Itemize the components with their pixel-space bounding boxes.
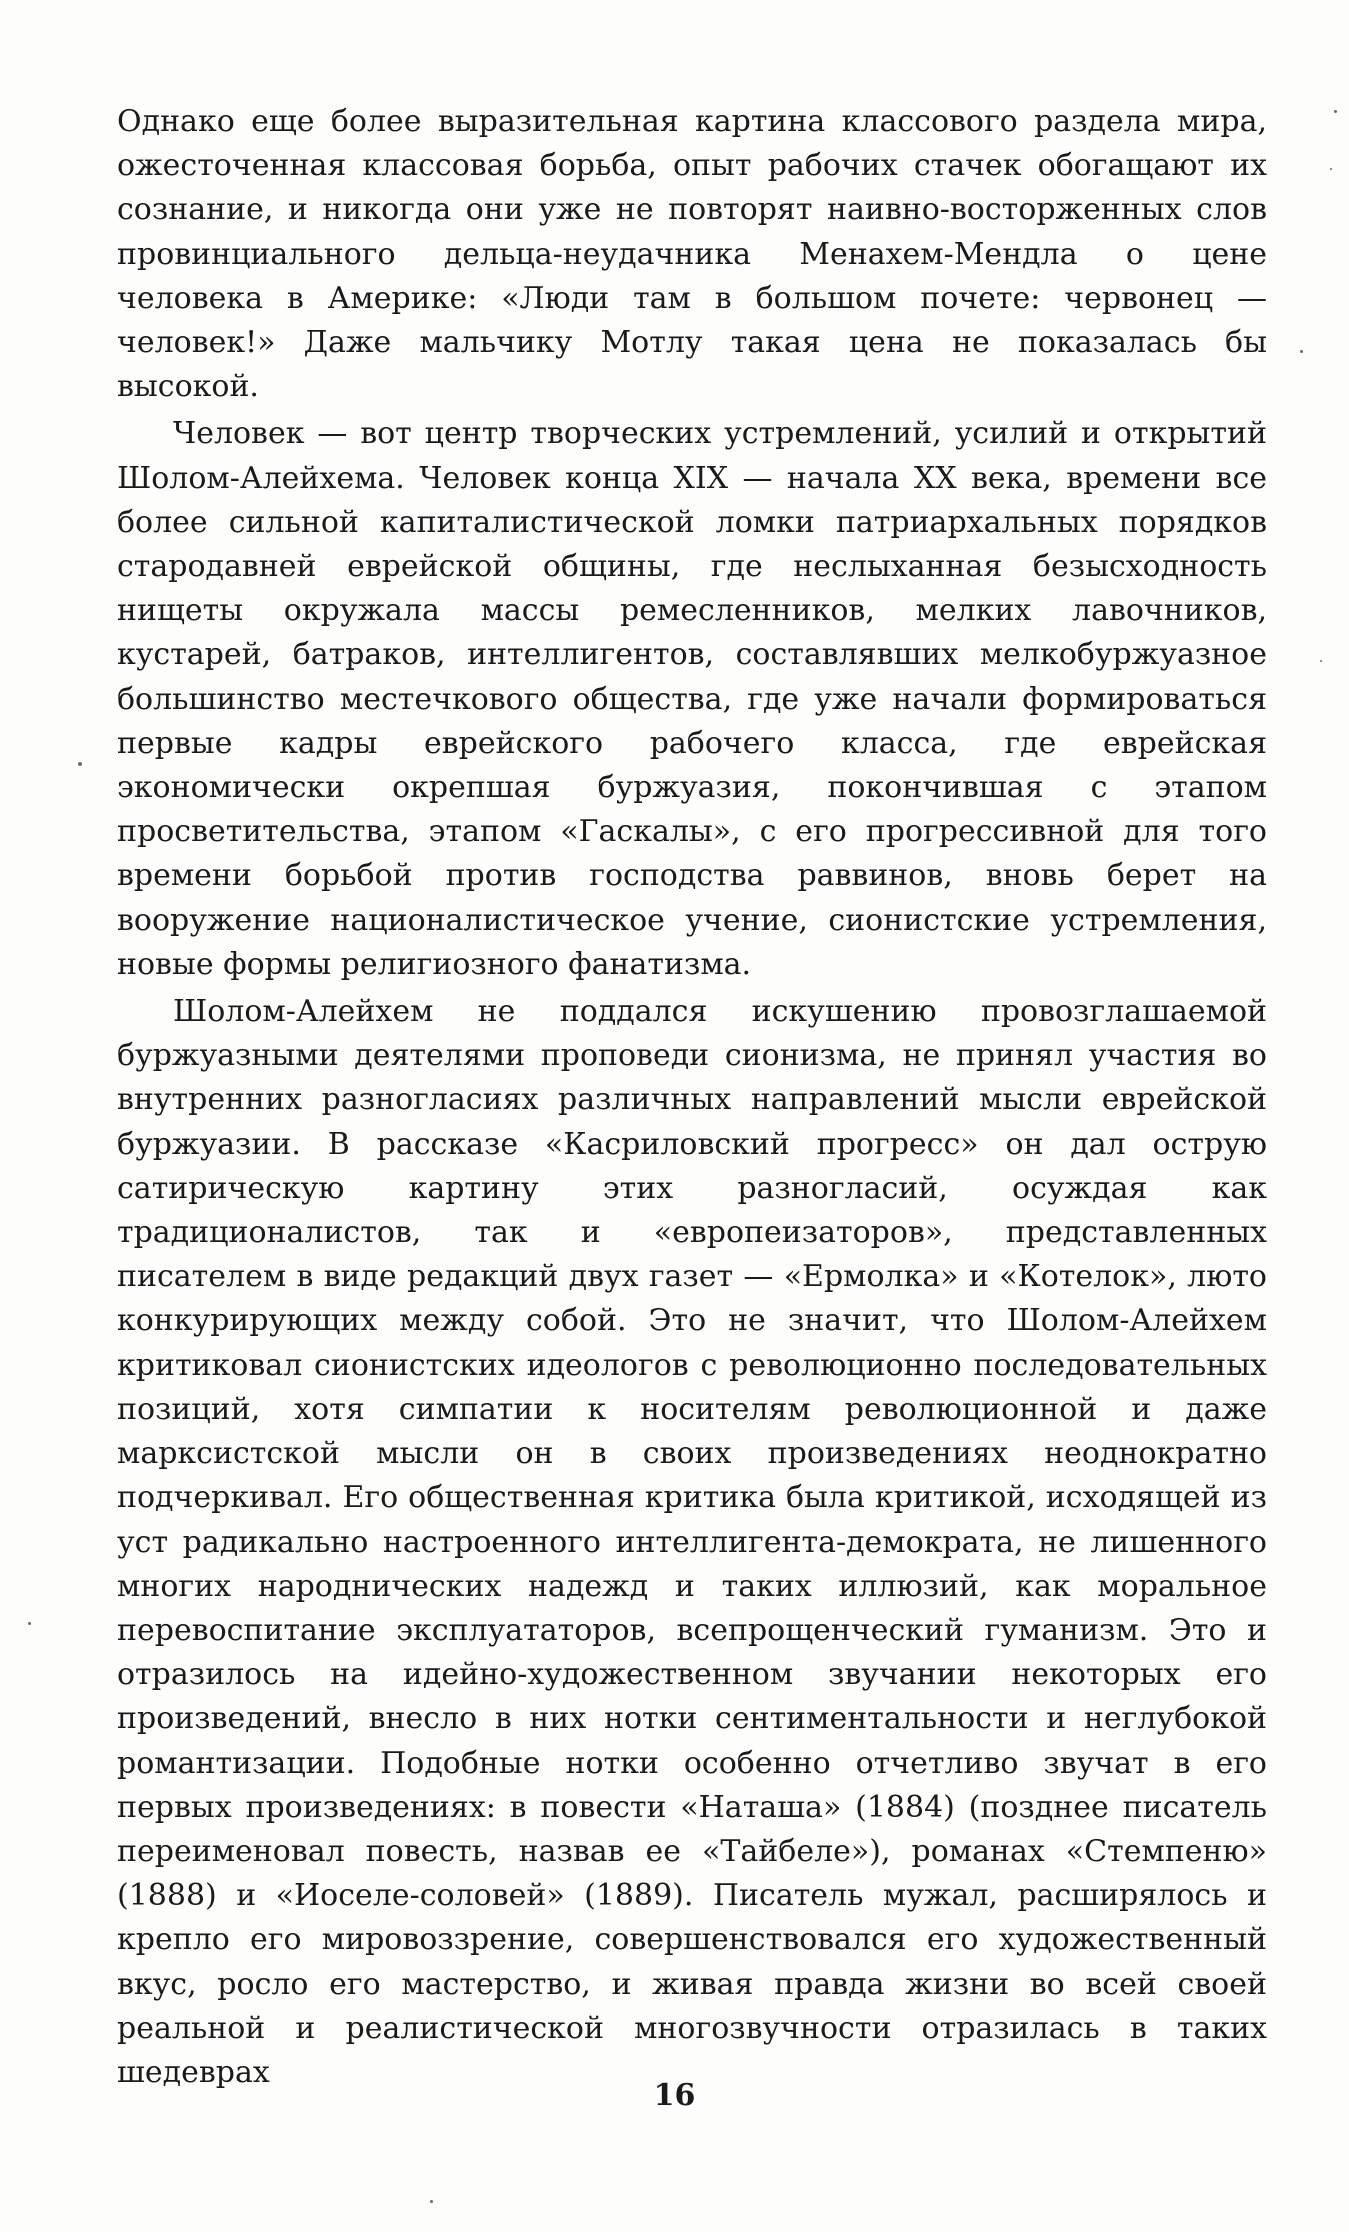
paragraph-3: Шолом-Алейхем не поддался искушению провозглашаемой буржуазными деятелями проповеди сионизма, не принял участия во внутренних разногласиях различных направлений мысли еврейской буржуазии. В рассказе «Касриловский прогресс» он дал острую сатирическую картину этих разногласий, осуждая как традиционалистов, так и «европеизаторов», представленных писателем в виде редакций двух газет — «Ермолка» и «Котелок», люто конкурирующих между собой. Это не значит, что Шолом-Алейхем критиковал сионистских идеологов с революционно последовательных позиций, хотя симпатии к носителям революционной и даже марксистской мысли он в своих произведениях неоднократно подчеркивал. Его общественная критика была критикой, исходящей из уст радикально настроенного интеллигента-демократа, не лишенного многих народнических надежд и таких иллюзий, как моральное перевоспитание эксплуататоров, всепрощенческий гуманизм. Это и отразилось на идейно-художественном звучании некоторых его произведений, внесло в них нотки сентиментальности и неглубокой романтизации. Подобные нотки особенно отчетливо звучат в его первых произведениях: в повести «Наташа» (1884) (позднее писатель переименовал повесть, назвав ее «Тайбеле»), романах «Стемпеню» (1888) и «Иоселе-соловей» (1889). Писатель мужал, расширялось и крепло его мировоззрение, совершенствовался его художественный вкус, росло его мастерство, и живая правда жизни во всей своей реальной и реалистической многозвучности отразилась в таких шедеврах	[117, 994, 1267, 2090]
paragraph-1: Однако еще более выразительная картина классового раздела мира, ожесточенная классовая борьба, опыт рабочих стачек обогащают их сознание, и никогда они уже не повторят наивно-восторженных слов провинциального дельца-неудачника Менахем-Мендла о цене человека в Америке: «Люди там в большом почете: червонец — человек!» Даже мальчику Мотлу такая цена не показалась бы высокой.	[117, 104, 1267, 405]
scan-speck	[28, 1622, 31, 1625]
scan-speck	[1330, 168, 1332, 170]
scan-speck	[78, 762, 82, 766]
scan-speck	[1334, 110, 1337, 113]
scan-speck	[430, 2200, 433, 2203]
scan-speck	[1300, 350, 1303, 353]
page-number: 16	[653, 2078, 696, 2113]
paragraph-2: Человек — вот центр творческих устремлений, усилий и открытий Шолом-Алейхема. Человек конца XIX — начала XX века, времени все более сильной капиталистической ломки патриархальных порядков стародавней еврейской общины, где неслыханная безысходность нищеты окружала массы ремесленников, мелких лавочников, кустарей, батраков, интеллигентов, составлявших мелкобуржуазное большинство местечкового общества, где уже начали формироваться первые кадры еврейского рабочего класса, где еврейская экономически окрепшая буржуазия, покончившая с этапом просветительства, этапом «Гаскалы», с его прогрессивной для того времени борьбой против господства раввинов, вновь берет на вооружение националистическое учение, сионистские устремления, новые формы религиозного фанатизма.	[117, 416, 1267, 982]
body-text	[117, 100, 1267, 2098]
scan-speck	[1320, 660, 1322, 662]
